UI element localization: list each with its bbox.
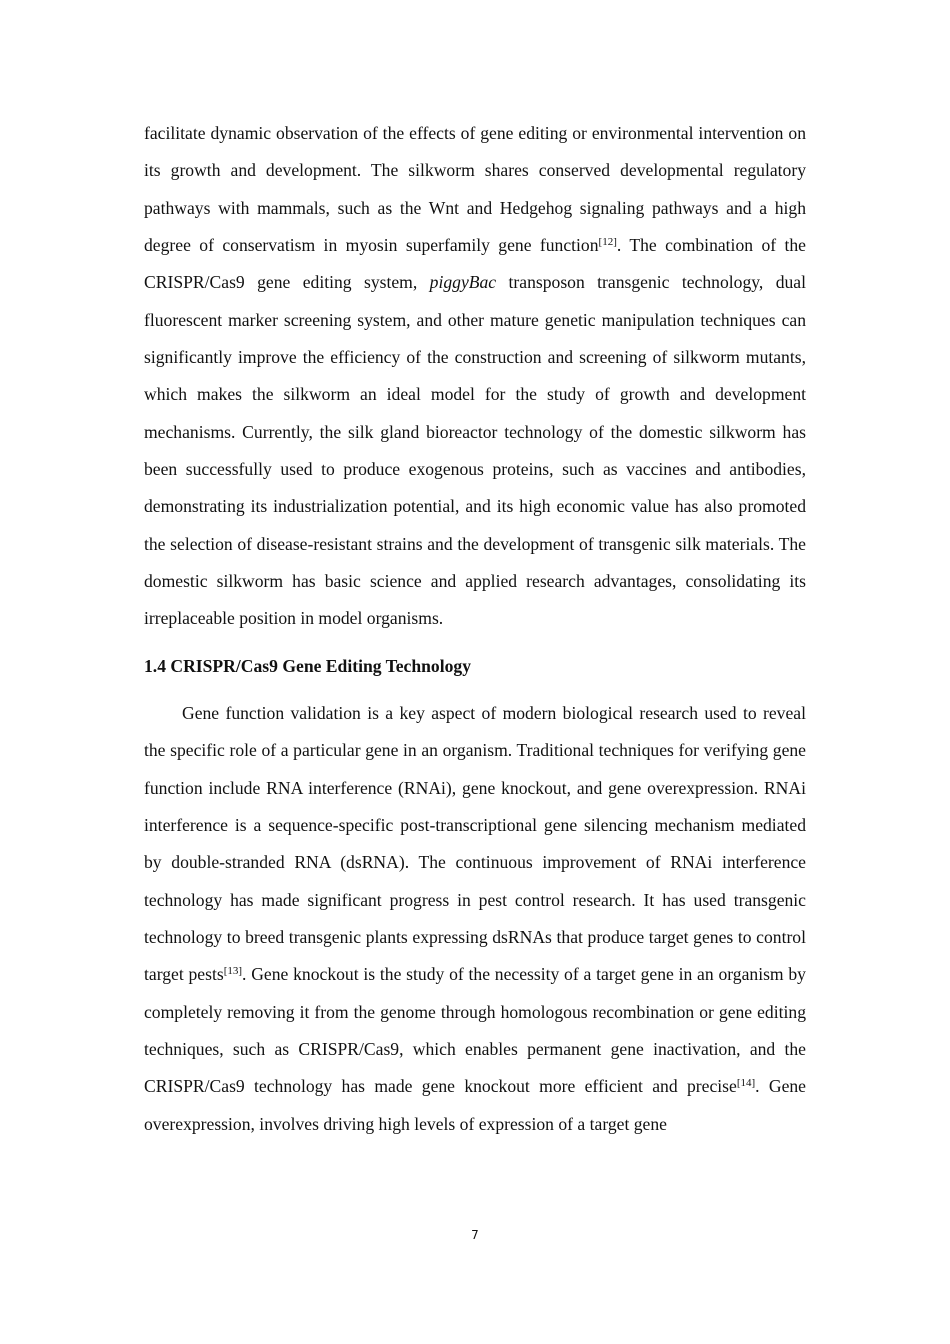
document-page xyxy=(144,115,806,1143)
section-heading: 1.4 CRISPR/Cas9 Gene Editing Technology xyxy=(144,655,472,676)
citation: [12] xyxy=(598,235,617,248)
page-number: 7 xyxy=(471,1228,479,1242)
paragraph-text: transposon transgenic technology, dual fluorescent marker screening system, and other mature genetic manipulation techniques can significantly improve the efficiency of the construction and screening of silkworm mutants, which makes the silkworm an ideal model for the study of growth and development mechanisms. Currently, the silk gland bioreactor technology of the domestic silkworm has been successfully used to produce exogenous proteins, such as vaccines and antibodies, demonstrating its industrialization potential, and its high economic value has also promoted the selection of disease-resistant strains and the development of transgenic silk materials. The domestic silkworm has basic science and applied research advantages, consolidating its irreplaceable position in model organisms. xyxy=(144,272,806,629)
body-paragraph-1 xyxy=(144,115,806,638)
paragraph-text: . Gene knockout is the study of the necessity of a target gene in an organism by completely removing it from the genome through homologous recombination or gene editing techniques, such as CRISPR/Cas9, which enables permanent gene inactivation, and the CRISPR/Cas9 technology has made gene knockout more efficient and precise xyxy=(144,964,806,1097)
paragraph-text: . The combination of the CRISPR/Cas9 gene editing system, xyxy=(144,235,806,293)
italic-term: piggyBac xyxy=(429,272,497,293)
body-paragraph-2 xyxy=(144,695,806,1143)
paragraph-text: . Gene overexpression, involves driving high levels of expression of a target gene xyxy=(144,1076,806,1134)
paragraph-text: facilitate dynamic observation of the effects of gene editing or environmental intervention on its growth and development. The silkworm shares conserved developmental regulatory pathways with mammals, such as the Wnt and Hedgehog signaling pathways and a high degree of conservatism in myosin superfamily gene function xyxy=(144,123,806,256)
citation: [14] xyxy=(736,1077,756,1090)
paragraph-text: Gene function validation is a key aspect of modern biological research used to reveal the specific role of a particular gene in an organism. Traditional techniques for verifying gene function include RNA interference (RNAi), gene knockout, and gene overexpression. RNAi interference is a sequence-specific post-transcriptional gene silencing mechanism mediated by double-stranded RNA (dsRNA). The continuous improvement of RNAi interference technology has made significant progress in pest control research. It has used transgenic technology to breed transgenic plants expressing dsRNAs that produce target genes to control target pests xyxy=(144,702,806,985)
citation: [13] xyxy=(223,965,243,978)
